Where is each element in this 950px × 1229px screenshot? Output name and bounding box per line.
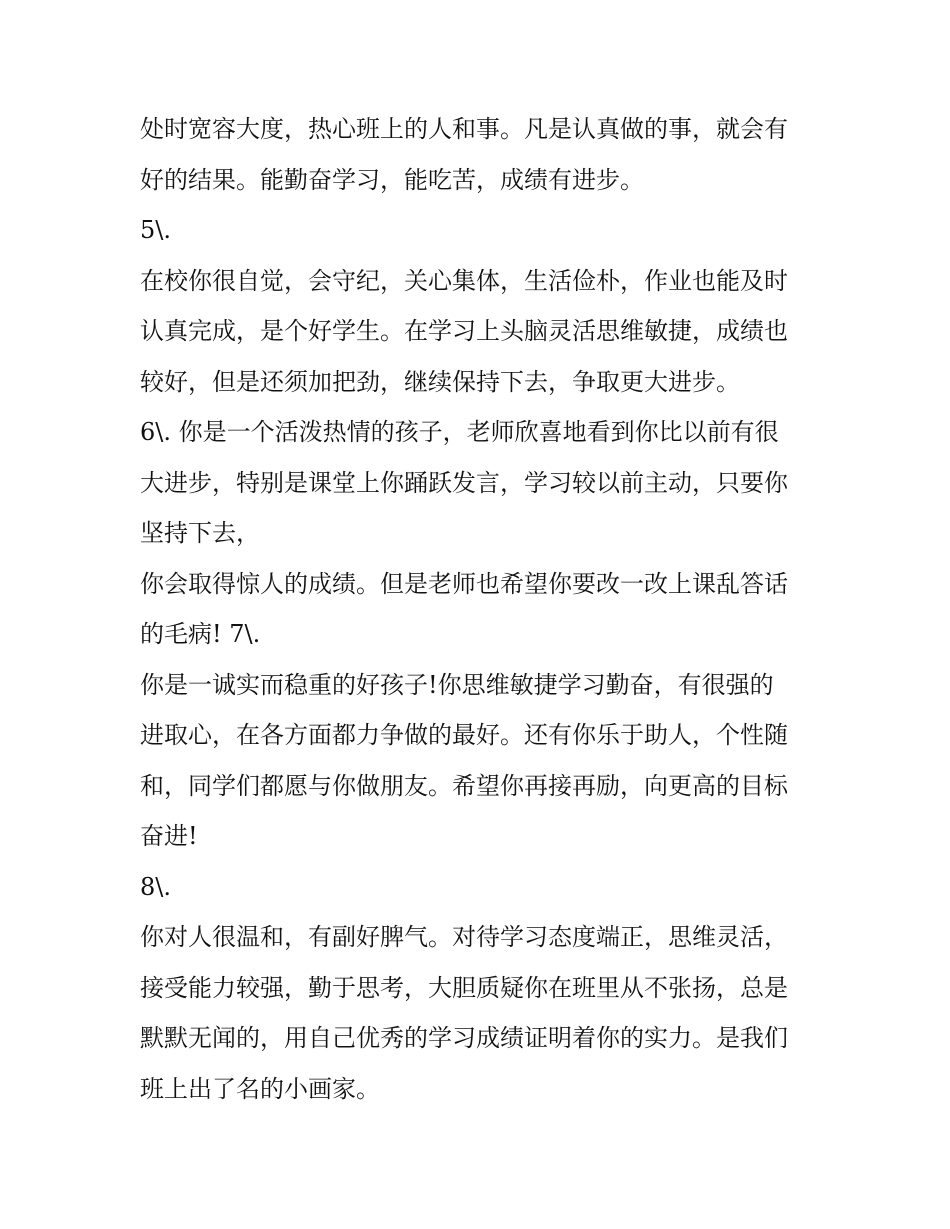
text-line: 较好，但是还须加把劲，继续保持下去，争取更大进步。 xyxy=(140,367,740,396)
text-line: 坚持下去， xyxy=(140,519,260,547)
text-line: 进取心，在各方面都力争做的最好。还有你乐于助人，个性随 xyxy=(140,721,788,749)
text-line: 好的结果。能勤奋学习，能吃苦，成绩有进步。 xyxy=(140,165,644,194)
text-line: 6\. 你是一个活泼热情的孩子，老师欣喜地看到你比以前有很 xyxy=(140,418,779,446)
text-line: 你会取得惊人的成绩。但是老师也希望你要改一改上课乱答话 xyxy=(140,569,788,598)
text-line: 认真完成，是个好学生。在学习上头脑灵活思维敏捷，成绩也 xyxy=(140,317,788,345)
item-number: 5\. xyxy=(140,216,171,244)
text-line: 默默无闻的，用自己优秀的学习成绩证明着你的实力。是我们 xyxy=(140,1024,788,1052)
text-line: 接受能力较强，勤于思考，大胆质疑你在班里从不张扬，总是 xyxy=(140,973,788,1002)
text-line: 班上出了名的小画家。 xyxy=(140,1074,380,1103)
text-line: 处时宽容大度，热心班上的人和事。凡是认真做的事，就会有 xyxy=(140,115,788,143)
text-line: 和，同学们都愿与你做朋友。希望你再接再励，向更高的目标 xyxy=(140,771,788,800)
text-line: 你是一诚实而稳重的好孩子!你思维敏捷学习勤奋，有很强的 xyxy=(140,670,774,699)
text-line: 奋进! xyxy=(140,822,198,850)
text-line: 的毛病! 7\. xyxy=(140,620,261,648)
text-line: 在校你很自觉，会守纪，关心集体，生活俭朴，作业也能及时 xyxy=(140,266,788,295)
document-body xyxy=(140,104,840,1114)
text-line: 你对人很温和，有副好脾气。对待学习态度端正，思维灵活， xyxy=(140,923,788,951)
text-line: 大进步，特别是课堂上你踊跃发言，学习较以前主动，只要你 xyxy=(140,468,788,497)
item-number: 8\. xyxy=(140,872,171,901)
